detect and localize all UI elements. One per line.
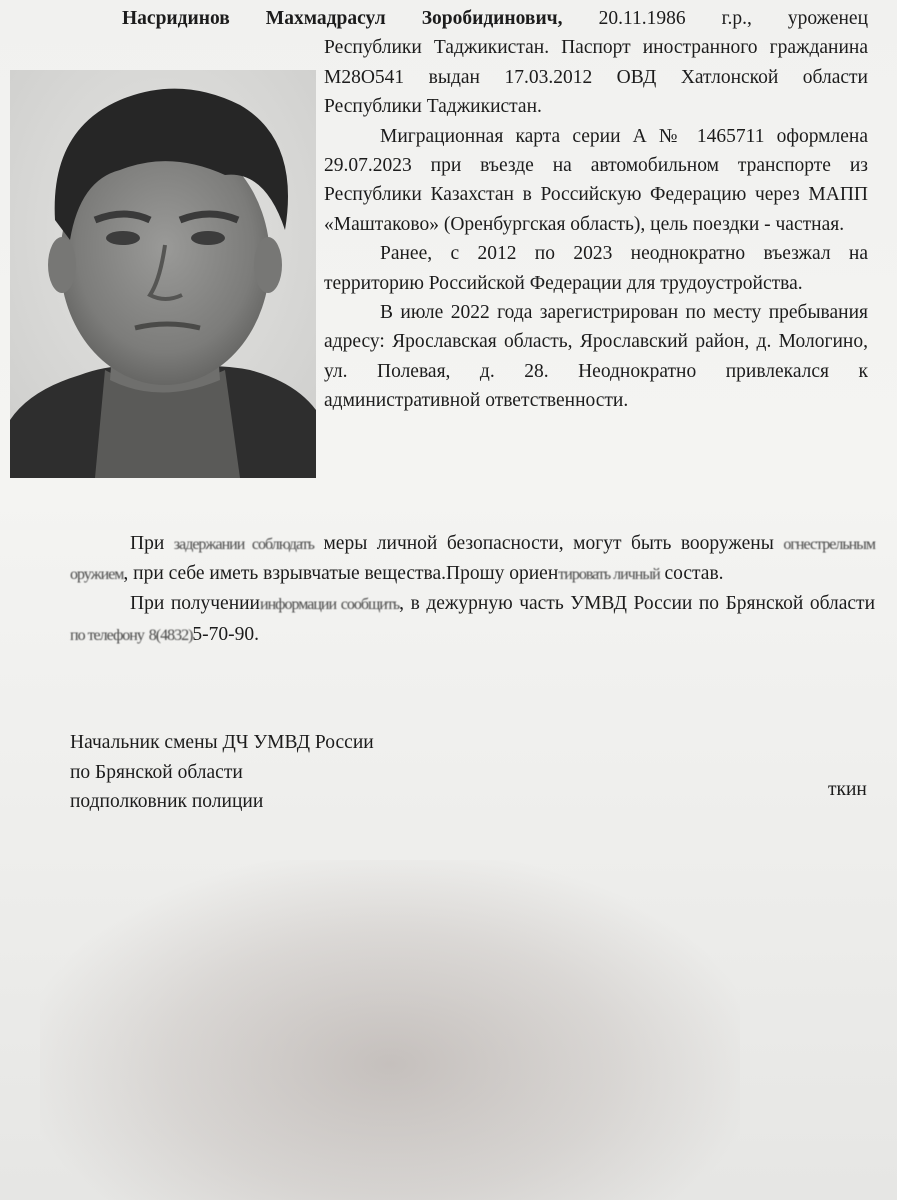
warning-paragraph-safety: При задержании соблюдать меры личной безопасности, могут быть вооружены огнестрельным оружием, при себе иметь взрывчатые вещества.Прошу ориентировать личный состав. bbox=[70, 533, 876, 585]
bio-paragraph-migration: Миграционная карта серии А № 1465711 оформлена 29.07.2023 при въезде на автомобильном транспорте из Республики Казахстан в Российскую Федерацию через МАПП «Маштаково» (Оренбургская область), цель поездки - частная. bbox=[324, 125, 868, 235]
warning-paragraph-contact: При полученииинформации сообщить, в дежурную часть УМВД России по Брянской области по телефону 8(4832)5-70-90. bbox=[70, 593, 876, 645]
signature-region: по Брянской области bbox=[70, 761, 243, 783]
signature-title: Начальник смены ДЧ УМВД России bbox=[70, 732, 374, 753]
bio-paragraph-passport: Республики Таджикистан. Паспорт иностранного гражданина М28O541 выдан 17.03.2012 ОВД Хатлонской области Республики Таджикистан. bbox=[324, 37, 868, 118]
redacted-text: задержании соблюдать bbox=[173, 536, 314, 553]
redacted-text: огнестрельным оружием bbox=[70, 536, 876, 584]
hand-shadow bbox=[40, 860, 740, 1200]
bio-paragraph-registration: В июле 2022 года зарегистрирован по месту пребывания адресу: Ярославская область, Ярославский район, д. Мологино, ул. Полевая, д. 28. Неоднократно привлекался к административной ответственности. bbox=[324, 302, 868, 412]
person-name: Насридинов Махмадрасул Зоробидинович, bbox=[122, 8, 563, 29]
signature-block bbox=[70, 728, 374, 817]
redacted-text: информации сообщить bbox=[260, 596, 400, 614]
redacted-text: тировать личный bbox=[558, 566, 660, 584]
photo-portrait-icon bbox=[10, 70, 316, 478]
warning-text bbox=[70, 529, 875, 650]
redacted-text: 8(4832) bbox=[148, 626, 193, 644]
bio-paragraph-history: Ранее, с 2012 по 2023 неоднократно въезжал на территорию Российской Федерации для трудоустройства. bbox=[324, 243, 868, 294]
signature-name: ткин bbox=[828, 779, 867, 800]
redacted-text: по телефону bbox=[70, 626, 144, 644]
signature-rank: подполковник полиции bbox=[70, 791, 264, 812]
birth-and-origin: 20.11.1986 г.р., уроженец bbox=[598, 8, 868, 29]
person-photo bbox=[10, 70, 316, 478]
bio-text bbox=[324, 4, 868, 416]
